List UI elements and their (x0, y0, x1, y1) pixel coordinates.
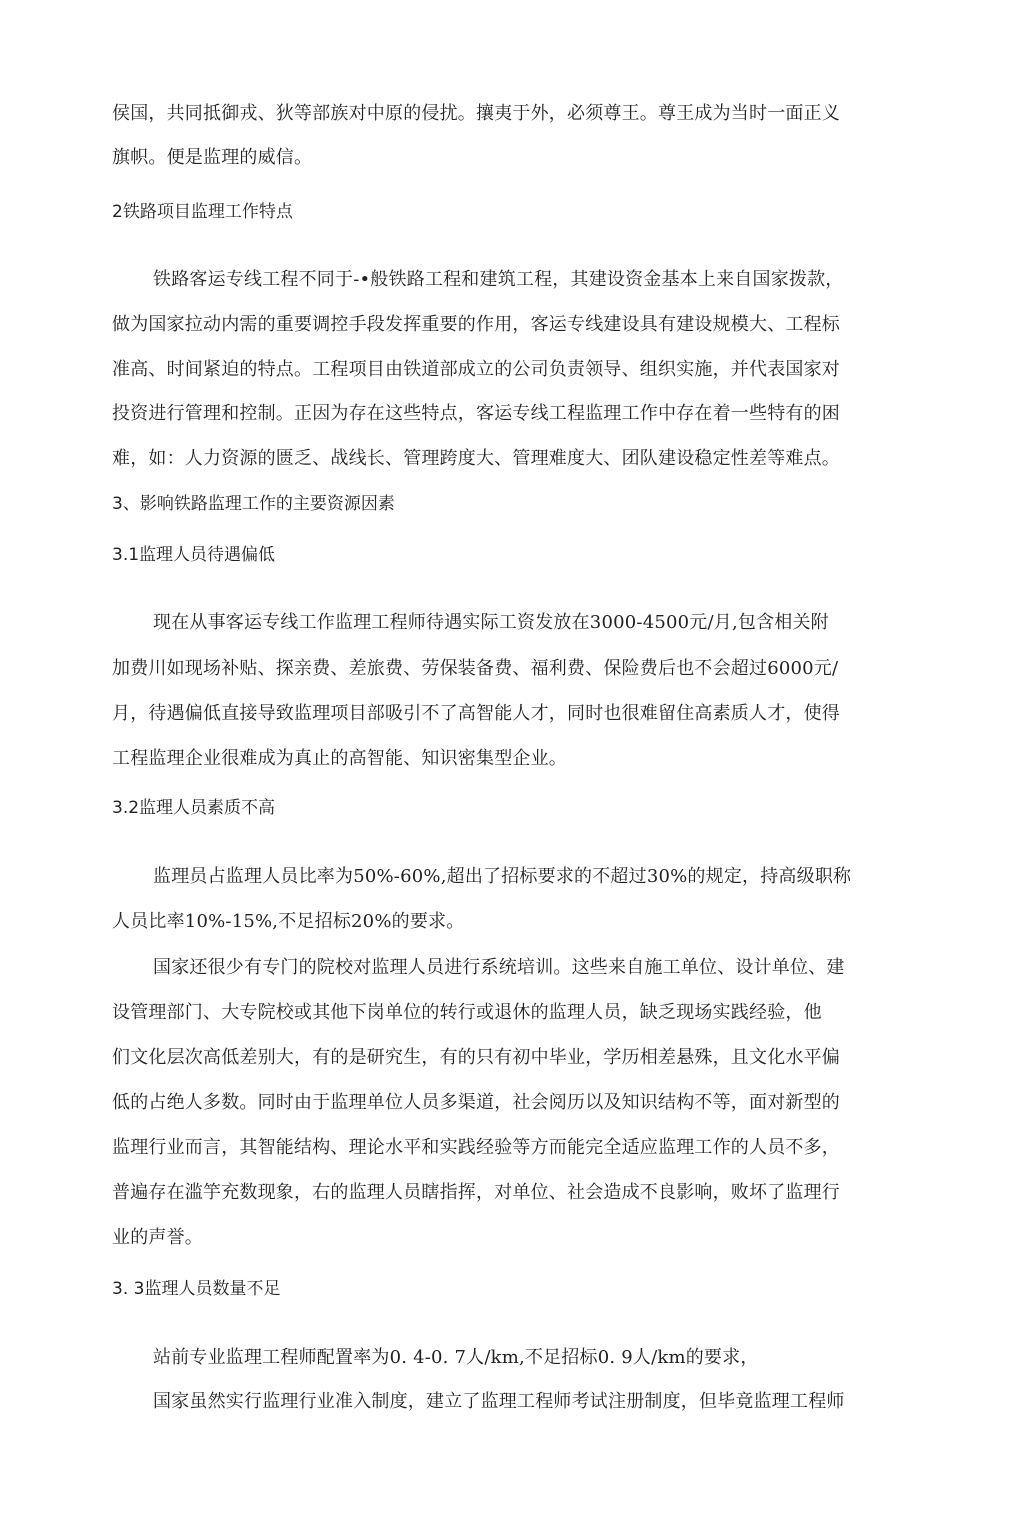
paragraph-line: 旗帜。便是监理的威信。 (112, 147, 313, 168)
paragraph-line: 铁路客运专线工程不同于-•般铁路工程和建筑工程，其建设资金基本上来自国家拨款， (153, 269, 844, 290)
paragraph-line: 工程监理企业很难成为真止的高智能、知识密集型企业。 (112, 748, 567, 769)
paragraph-line: 监理行业而言，其智能结构、理论水平和实践经验等方而能完全适应监理工作的人员不多， (112, 1137, 840, 1158)
paragraph-line: 监理员占监理人员比率为50%-60%,超出了招标要求的不超过30%的规定，持高级职称 (153, 866, 852, 887)
paragraph-line: 投资进行管理和控制。正因为存在这些特点，客运专线工程监理工作中存在着一些特有的困 (112, 403, 840, 424)
paragraph-line: 现在从事客运专线工作监理工程师待遇实际工资发放在3000-4500元/月,包含相关附 (153, 612, 829, 633)
paragraph-line: 站前专业监理工程师配置率为0. 4-0. 7人/km,不足招标0. 9人/km的要求， (153, 1347, 759, 1368)
paragraph-line: 难，如：人力资源的匮乏、战线长、管理跨度大、管理难度大、团队建设稳定性差等难点。 (112, 448, 840, 469)
paragraph-line: 做为国家拉动内需的重要调控手段发挥重要的作用，客运专线建设具有建设规模大、工程标 (112, 314, 840, 335)
paragraph-line: 侯国，共同抵御戎、狄等部族对中原的侵扰。攘夷于外，必须尊王。尊王成为当时一面正义 (112, 103, 840, 124)
paragraph-line: 国家虽然实行监理行业准入制度，建立了监理工程师考试注册制度，但毕竟监理工程师 (153, 1391, 845, 1412)
paragraph-line: 准高、时间紧迫的特点。工程项目由铁道部成立的公司负责领导、组织实施，并代表国家对 (112, 359, 840, 380)
section-heading-3-1: 3.1监理人员待遇偏低 (112, 545, 276, 565)
section-heading-2: 2铁路项目监理工作特点 (112, 202, 293, 222)
paragraph-line: 低的占绝人多数。同时由于监理单位人员多渠道，社会阅历以及知识结构不等，面对新型的 (112, 1092, 840, 1113)
section-heading-3-2: 3.2监理人员素质不高 (112, 798, 276, 818)
paragraph-line: 月，待遇偏低直接导致监理项目部吸引不了高智能人才，同时也很难留住高素质人才，使得 (112, 703, 840, 724)
paragraph-line: 们文化层次高低差别大，有的是研究生，有的只有初中毕业，学历相差悬殊，且文化水平偏 (112, 1047, 840, 1068)
paragraph-line: 业的声誉。 (112, 1227, 203, 1248)
paragraph-line: 加费川如现场补贴、探亲费、差旅费、劳保装备费、福利费、保险费后也不会超过6000元/ (112, 658, 839, 679)
paragraph-line: 设管理部门、大专院校或其他下岗单位的转行或退休的监理人员，缺乏现场实践经验，他 (112, 1002, 822, 1023)
paragraph-line: 国家还很少有专门的院校对监理人员进行系统培训。这些来自施工单位、设计单位、建 (153, 957, 845, 978)
paragraph-line: 人员比率10%-15%,不足招标20%的要求。 (112, 911, 465, 932)
paragraph-line: 普遍存在滥竽充数现象，右的监理人员瞎指挥，对单位、社会造成不良影响，败坏了监理行 (112, 1182, 840, 1203)
section-heading-3: 3、影响铁路监理工作的主要资源因素 (112, 494, 395, 514)
section-heading-3-3: 3. 3监理人员数量不足 (112, 1279, 281, 1299)
